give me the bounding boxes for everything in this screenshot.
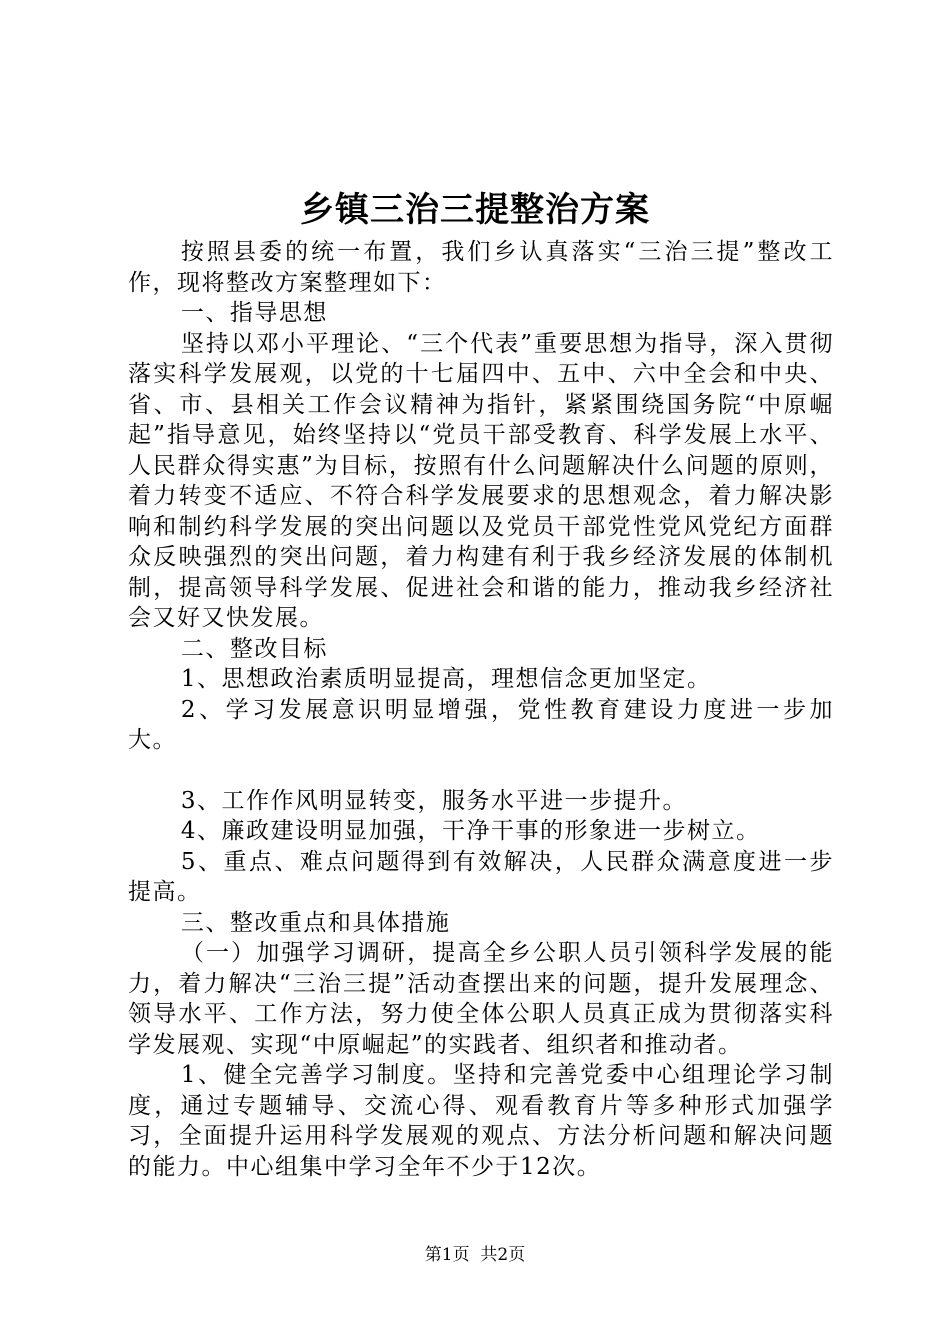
section-heading-measures: 三、整改重点和具体措施 — [180, 909, 451, 936]
intro-paragraph: 按照县委的统一布置，我们乡认真落实“三治三提”整改工作，现将整改方案整理如下： — [128, 239, 834, 296]
goal-item-3: 3、工作作风明显转变，服务水平进一步提升。 — [180, 787, 688, 814]
document-body — [128, 237, 834, 1182]
measure-item-1: 1、健全完善学习制度。坚持和完善党委中心组理论学习制度，通过专题辅导、交流心得、观看教育片等多种形式加强学习，全面提升运用科学发展观的观点、方法分析问题和解决问题的能力。中心组集中学习全年不少于12次。 — [128, 1062, 834, 1180]
goal-item-2: 2、学习发展意识明显增强，党性教育建设力度进一步加大。 — [128, 696, 834, 753]
measure-subsection-1: （一）加强学习调研，提高全乡公职人员引领科学发展的能力，着力解决“三治三提”活动查摆出来的问题，提升发展理念、领导水平、工作方法，努力使全体公职人员真正成为贯彻落实科学发展观、实现“中原崛起”的实践者、组织者和推动者。 — [128, 940, 834, 1058]
page-footer — [0, 1243, 950, 1267]
document-title: 乡镇三治三提整治方案 — [300, 190, 650, 230]
goal-item-1: 1、思想政治素质明显提高，理想信念更加坚定。 — [180, 666, 712, 692]
goal-item-4: 4、廉政建设明显加强，干净干事的形象进一步树立。 — [180, 818, 761, 844]
section-heading-goals: 二、整改目标 — [180, 635, 328, 662]
goal-item-5: 5、重点、难点问题得到有效解决，人民群众满意度进一步提高。 — [128, 848, 834, 905]
section-heading-guiding-ideology: 一、指导思想 — [180, 300, 328, 326]
guiding-ideology-paragraph: 坚持以邓小平理论、“三个代表”重要思想为指导，深入贯彻落实科学发展观，以党的十七届四中、五中、六中全会和中央、省、市、县相关工作会议精神为指针，紧紧围绕国务院“中原崛起”指导意见，始终坚持以“党员干部受教育、科学发展上水平、人民群众得实惠”为目标，按照有什么问题解决什么问题的原则，着力转变不适应、不符合科学发展要求的思想观念，着力解决影响和制约科学发展的突出问题以及党员干部党性党风党纪方面群众反映强烈的突出问题，着力构建有利于我乡经济发展的体制机制，提高领导科学发展、促进社会和谐的能力，推动我乡经济社会又好又快发展。 — [128, 330, 834, 631]
page-number-label: 第1页 共2页 — [424, 1245, 526, 1265]
